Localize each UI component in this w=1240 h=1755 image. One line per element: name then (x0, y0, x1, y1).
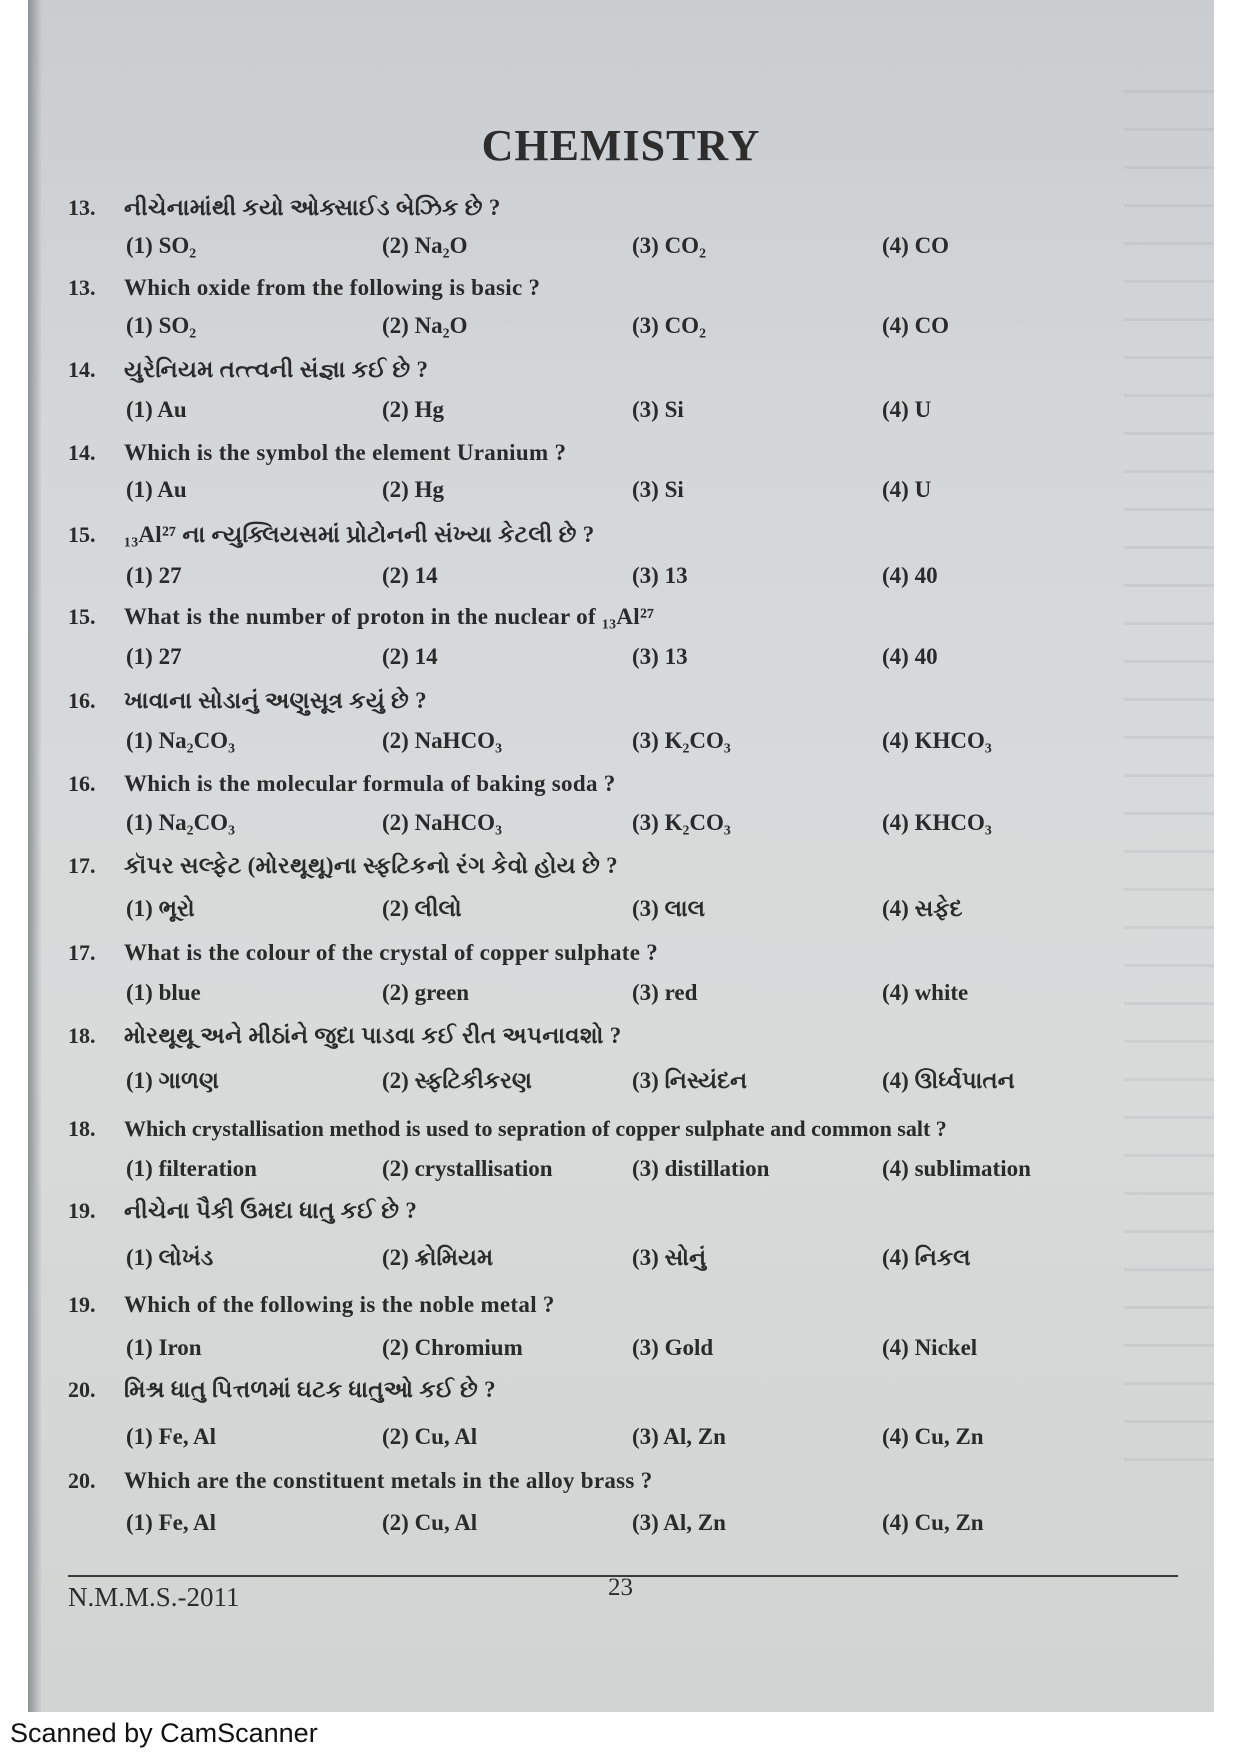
question-number: 20. (68, 1377, 96, 1402)
options-row (28, 1335, 1214, 1375)
option-1: (1) ભૂરો (126, 896, 195, 921)
question-text: Which is the symbol the element Uranium ? (124, 440, 567, 465)
option-2: (2) Na₂O (382, 313, 468, 338)
question-row (28, 1198, 1214, 1238)
question-text: What is the colour of the crystal of copper sulphate ? (124, 940, 659, 965)
question-row (28, 440, 1214, 480)
option-4: (4) Cu, Zn (882, 1510, 984, 1535)
option-3: (3) લાલ (632, 896, 705, 921)
option-3: (3) distillation (632, 1156, 770, 1181)
question-number: 15. (68, 604, 96, 629)
exam-code: N.M.M.S.-2011 (68, 1582, 240, 1612)
question-number: 19. (68, 1292, 96, 1317)
question-number: 17. (68, 940, 96, 965)
option-1: (1) 27 (126, 563, 182, 588)
option-3: (3) નિસ્યંદન (632, 1068, 748, 1093)
question-row (28, 1377, 1214, 1417)
option-2: (2) Cu, Al (382, 1424, 478, 1449)
option-4: (4) CO (882, 313, 950, 338)
options-row (28, 313, 1214, 353)
question-number: 16. (68, 688, 96, 713)
question-row (28, 688, 1214, 728)
question-text: યુરેનિયમ તત્ત્વની સંજ્ઞા કઈ છે ? (124, 357, 429, 382)
question-number: 14. (68, 440, 96, 465)
question-number: 16. (68, 771, 96, 796)
option-1: (1) Fe, Al (126, 1510, 217, 1535)
option-2: (2) NaHCO₃ (382, 810, 502, 835)
option-1: (1) Au (126, 477, 187, 502)
option-3: (3) Si (632, 397, 684, 422)
question-number: 17. (68, 853, 96, 878)
options-row (28, 728, 1214, 768)
question-row (28, 195, 1214, 235)
option-3: (3) K₂CO₃ (632, 810, 731, 835)
question-text: What is the number of proton in the nuclear of ₁₃Al²⁷ (124, 604, 655, 629)
option-4: (4) સફેદ (882, 896, 963, 921)
options-row (28, 1424, 1214, 1464)
question-text: કૉપર સલ્ફેટ (મોરથૂથૂ)ના સ્ફટિકનો રંગ કેવો હોય છે ? (124, 853, 618, 878)
option-4: (4) white (882, 980, 969, 1005)
option-2: (2) ક્રોમિયમ (382, 1245, 494, 1270)
options-row (28, 233, 1214, 273)
question-text: Which of the following is the noble metal ? (124, 1292, 555, 1317)
question-row (28, 771, 1214, 811)
option-4: (4) sublimation (882, 1156, 1031, 1181)
option-3: (3) Al, Zn (632, 1510, 726, 1535)
question-row (28, 1116, 1214, 1156)
option-3: (3) red (632, 980, 698, 1005)
option-3: (3) CO₂ (632, 313, 706, 338)
question-row (28, 1468, 1214, 1508)
option-2: (2) Hg (382, 397, 444, 422)
option-1: (1) blue (126, 980, 201, 1005)
question-row (28, 357, 1214, 397)
question-number: 15. (68, 522, 96, 547)
option-1: (1) SO₂ (126, 233, 197, 258)
option-1: (1) લોખંડ (126, 1245, 214, 1270)
question-number: 20. (68, 1468, 96, 1493)
options-row (28, 1245, 1214, 1285)
options-row (28, 1068, 1214, 1108)
option-4: (4) નિકલ (882, 1245, 971, 1270)
option-2: (2) 14 (382, 563, 438, 588)
option-3: (3) 13 (632, 563, 688, 588)
options-row (28, 810, 1214, 850)
question-number: 18. (68, 1116, 96, 1141)
option-1: (1) Au (126, 397, 187, 422)
option-4: (4) U (882, 397, 932, 422)
option-3: (3) 13 (632, 644, 688, 669)
question-text: ખાવાના સોડાનું અણુસૂત્ર કયું છે ? (124, 688, 427, 713)
option-4: (4) ઊર્ધ્વપાતન (882, 1068, 1015, 1093)
option-3: (3) K₂CO₃ (632, 728, 731, 753)
question-text: ₁₃Al²⁷ ના ન્યુક્લિયસમાં પ્રોટોનની સંખ્યા કેટલી છે ? (124, 522, 595, 547)
question-row (28, 853, 1214, 893)
option-2: (2) NaHCO₃ (382, 728, 502, 753)
question-text: Which crystallisation method is used to sepration of copper sulphate and common salt ? (124, 1116, 947, 1141)
option-4: (4) 40 (882, 644, 938, 669)
scanner-watermark: Scanned by CamScanner (10, 1718, 318, 1748)
question-number: 13. (68, 275, 96, 300)
options-row (28, 896, 1214, 936)
option-4: (4) CO (882, 233, 950, 258)
option-2: (2) Cu, Al (382, 1510, 478, 1535)
page-number: 23 (608, 1574, 633, 1601)
options-row (28, 1156, 1214, 1196)
question-text: મોરથૂથૂ અને મીઠાંને જુદા પાડવા કઈ રીત અપનાવશો ? (124, 1023, 622, 1048)
option-2: (2) લીલો (382, 896, 462, 921)
question-row (28, 522, 1214, 562)
option-4: (4) Nickel (882, 1335, 978, 1360)
option-1: (1) Iron (126, 1335, 202, 1360)
option-3: (3) Si (632, 477, 684, 502)
option-4: (4) U (882, 477, 932, 502)
option-1: (1) Fe, Al (126, 1424, 217, 1449)
option-1: (1) Na₂CO₃ (126, 728, 235, 753)
question-text: નીચેનામાંથી કયો ઓક્સાઈડ બેઝિક છે ? (124, 195, 501, 220)
option-2: (2) Na₂O (382, 233, 468, 258)
options-row (28, 477, 1214, 517)
options-row (28, 1510, 1214, 1550)
question-row (28, 1292, 1214, 1332)
options-row (28, 563, 1214, 603)
question-text: મિશ્ર ધાતુ પિત્તળમાં ઘટક ધાતુઓ કઈ છે ? (124, 1377, 496, 1402)
options-row (28, 397, 1214, 437)
option-3: (3) સોનું (632, 1245, 707, 1270)
option-1: (1) ગાળણ (126, 1068, 219, 1093)
question-number: 19. (68, 1198, 96, 1223)
question-number: 18. (68, 1023, 96, 1048)
option-3: (3) Al, Zn (632, 1424, 726, 1449)
option-2: (2) crystallisation (382, 1156, 553, 1181)
option-2: (2) સ્ફટિકીકરણ (382, 1068, 532, 1093)
question-text: Which are the constituent metals in the alloy brass ? (124, 1468, 653, 1493)
option-1: (1) SO₂ (126, 313, 197, 338)
option-1: (1) filteration (126, 1156, 257, 1181)
question-row (28, 1023, 1214, 1063)
question-row (28, 940, 1214, 980)
option-4: (4) KHCO₃ (882, 810, 992, 835)
page-title: CHEMISTRY (481, 121, 761, 170)
option-4: (4) 40 (882, 563, 938, 588)
option-2: (2) 14 (382, 644, 438, 669)
option-2: (2) Chromium (382, 1335, 523, 1360)
option-2: (2) Hg (382, 477, 444, 502)
option-4: (4) Cu, Zn (882, 1424, 984, 1449)
option-3: (3) Gold (632, 1335, 714, 1360)
question-text: Which is the molecular formula of baking soda ? (124, 771, 616, 796)
question-row (28, 604, 1214, 644)
question-number: 14. (68, 357, 96, 382)
question-text: નીચેના પૈકી ઉમદા ધાતુ કઈ છે ? (124, 1198, 418, 1223)
question-number: 13. (68, 195, 96, 220)
option-2: (2) green (382, 980, 470, 1005)
scanned-page (28, 0, 1214, 1712)
options-row (28, 644, 1214, 684)
option-1: (1) 27 (126, 644, 182, 669)
options-row (28, 980, 1214, 1020)
option-3: (3) CO₂ (632, 233, 706, 258)
question-text: Which oxide from the following is basic ? (124, 275, 541, 300)
option-1: (1) Na₂CO₃ (126, 810, 235, 835)
option-4: (4) KHCO₃ (882, 728, 992, 753)
question-row (28, 275, 1214, 315)
